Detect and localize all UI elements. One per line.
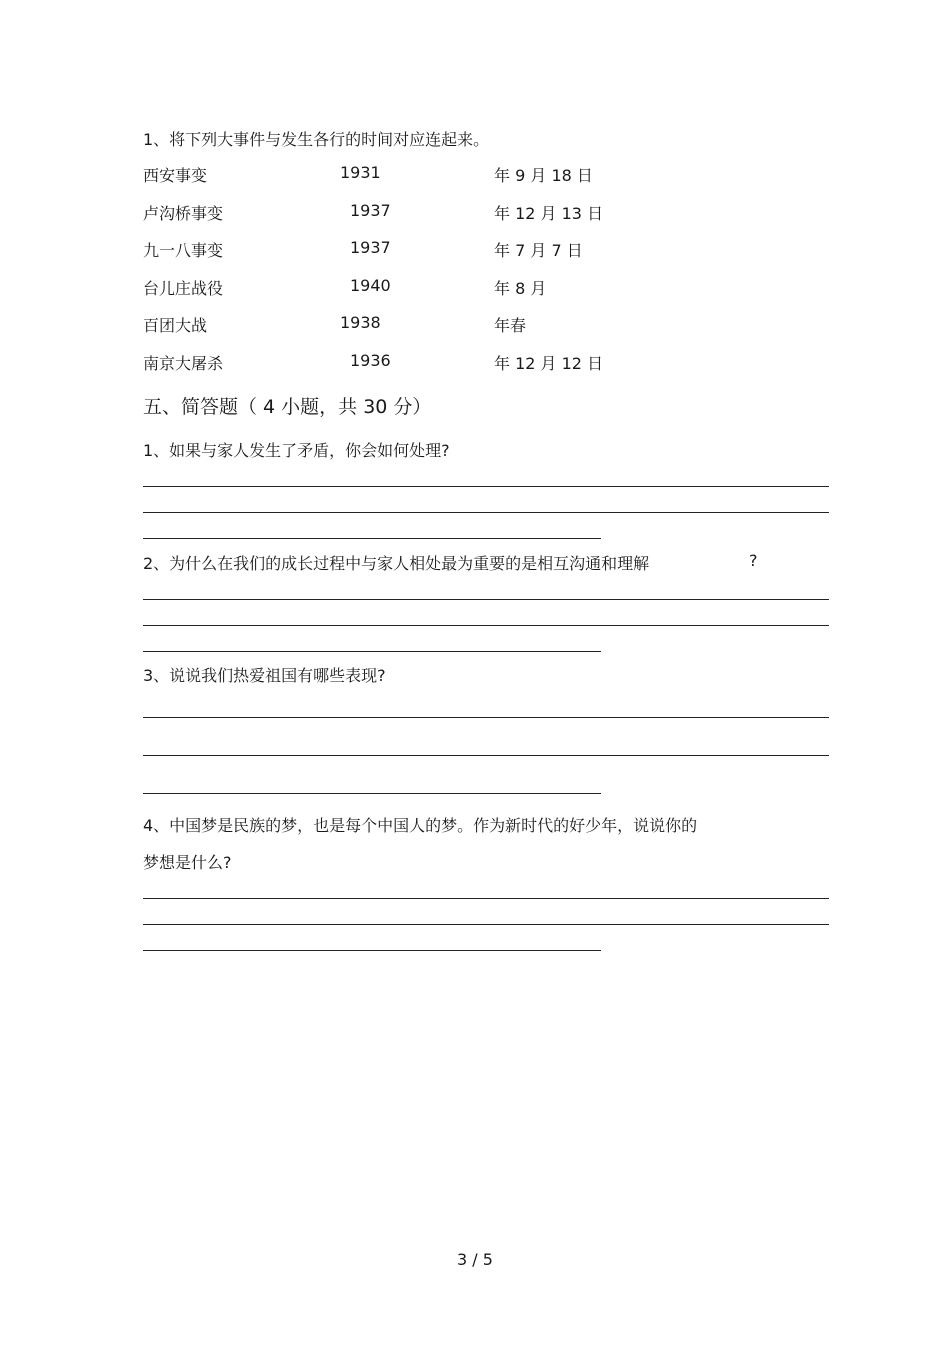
- date-label: 年 8 月: [494, 279, 547, 298]
- date-label: 年春: [494, 316, 527, 335]
- answer-line[interactable]: [143, 717, 829, 718]
- date-label: 年 12 月 12 日: [494, 354, 604, 373]
- event-label: 百团大战: [143, 316, 208, 335]
- year-label: 1936: [350, 351, 391, 370]
- year-label: 1937: [350, 201, 391, 220]
- answer-line[interactable]: [143, 538, 601, 539]
- answer-line[interactable]: [143, 924, 829, 925]
- event-label: 九一八事变: [143, 241, 224, 260]
- answer-line[interactable]: [143, 651, 601, 652]
- answer-line[interactable]: [143, 898, 829, 899]
- year-label: 1937: [350, 238, 391, 257]
- year-label: 1940: [350, 276, 391, 295]
- question-2-mark: ?: [749, 551, 758, 570]
- date-label: 年 12 月 13 日: [494, 204, 604, 223]
- question-3-text: 3、说说我们热爱祖国有哪些表现?: [143, 666, 386, 685]
- year-label: 1931: [340, 163, 381, 182]
- question-1-text: 1、如果与家人发生了矛盾，你会如何处理?: [143, 441, 450, 460]
- answer-line[interactable]: [143, 625, 829, 626]
- answer-line[interactable]: [143, 599, 829, 600]
- page-number: 3 / 5: [457, 1250, 493, 1269]
- answer-line[interactable]: [143, 486, 829, 487]
- answer-line[interactable]: [143, 512, 829, 513]
- year-label: 1938: [340, 313, 381, 332]
- question-4-text: 4、中国梦是民族的梦，也是每个中国人的梦。作为新时代的好少年，说说你的: [143, 816, 698, 835]
- event-label: 南京大屠杀: [143, 354, 224, 373]
- event-label: 卢沟桥事变: [143, 204, 224, 223]
- section-title: 五、简答题（ 4 小题，共 30 分）: [143, 396, 432, 418]
- question-2-text: 2、为什么在我们的成长过程中与家人相处最为重要的是相互沟通和理解: [143, 554, 650, 573]
- event-label: 台儿庄战役: [143, 279, 224, 298]
- question-4-text-cont: 梦想是什么?: [143, 853, 232, 872]
- event-label: 西安事变: [143, 166, 208, 185]
- answer-line[interactable]: [143, 755, 829, 756]
- answer-line[interactable]: [143, 950, 601, 951]
- match-prompt: 1、将下列大事件与发生各行的时间对应连起来。: [143, 130, 490, 149]
- answer-line[interactable]: [143, 793, 601, 794]
- date-label: 年 9 月 18 日: [494, 166, 593, 185]
- date-label: 年 7 月 7 日: [494, 241, 583, 260]
